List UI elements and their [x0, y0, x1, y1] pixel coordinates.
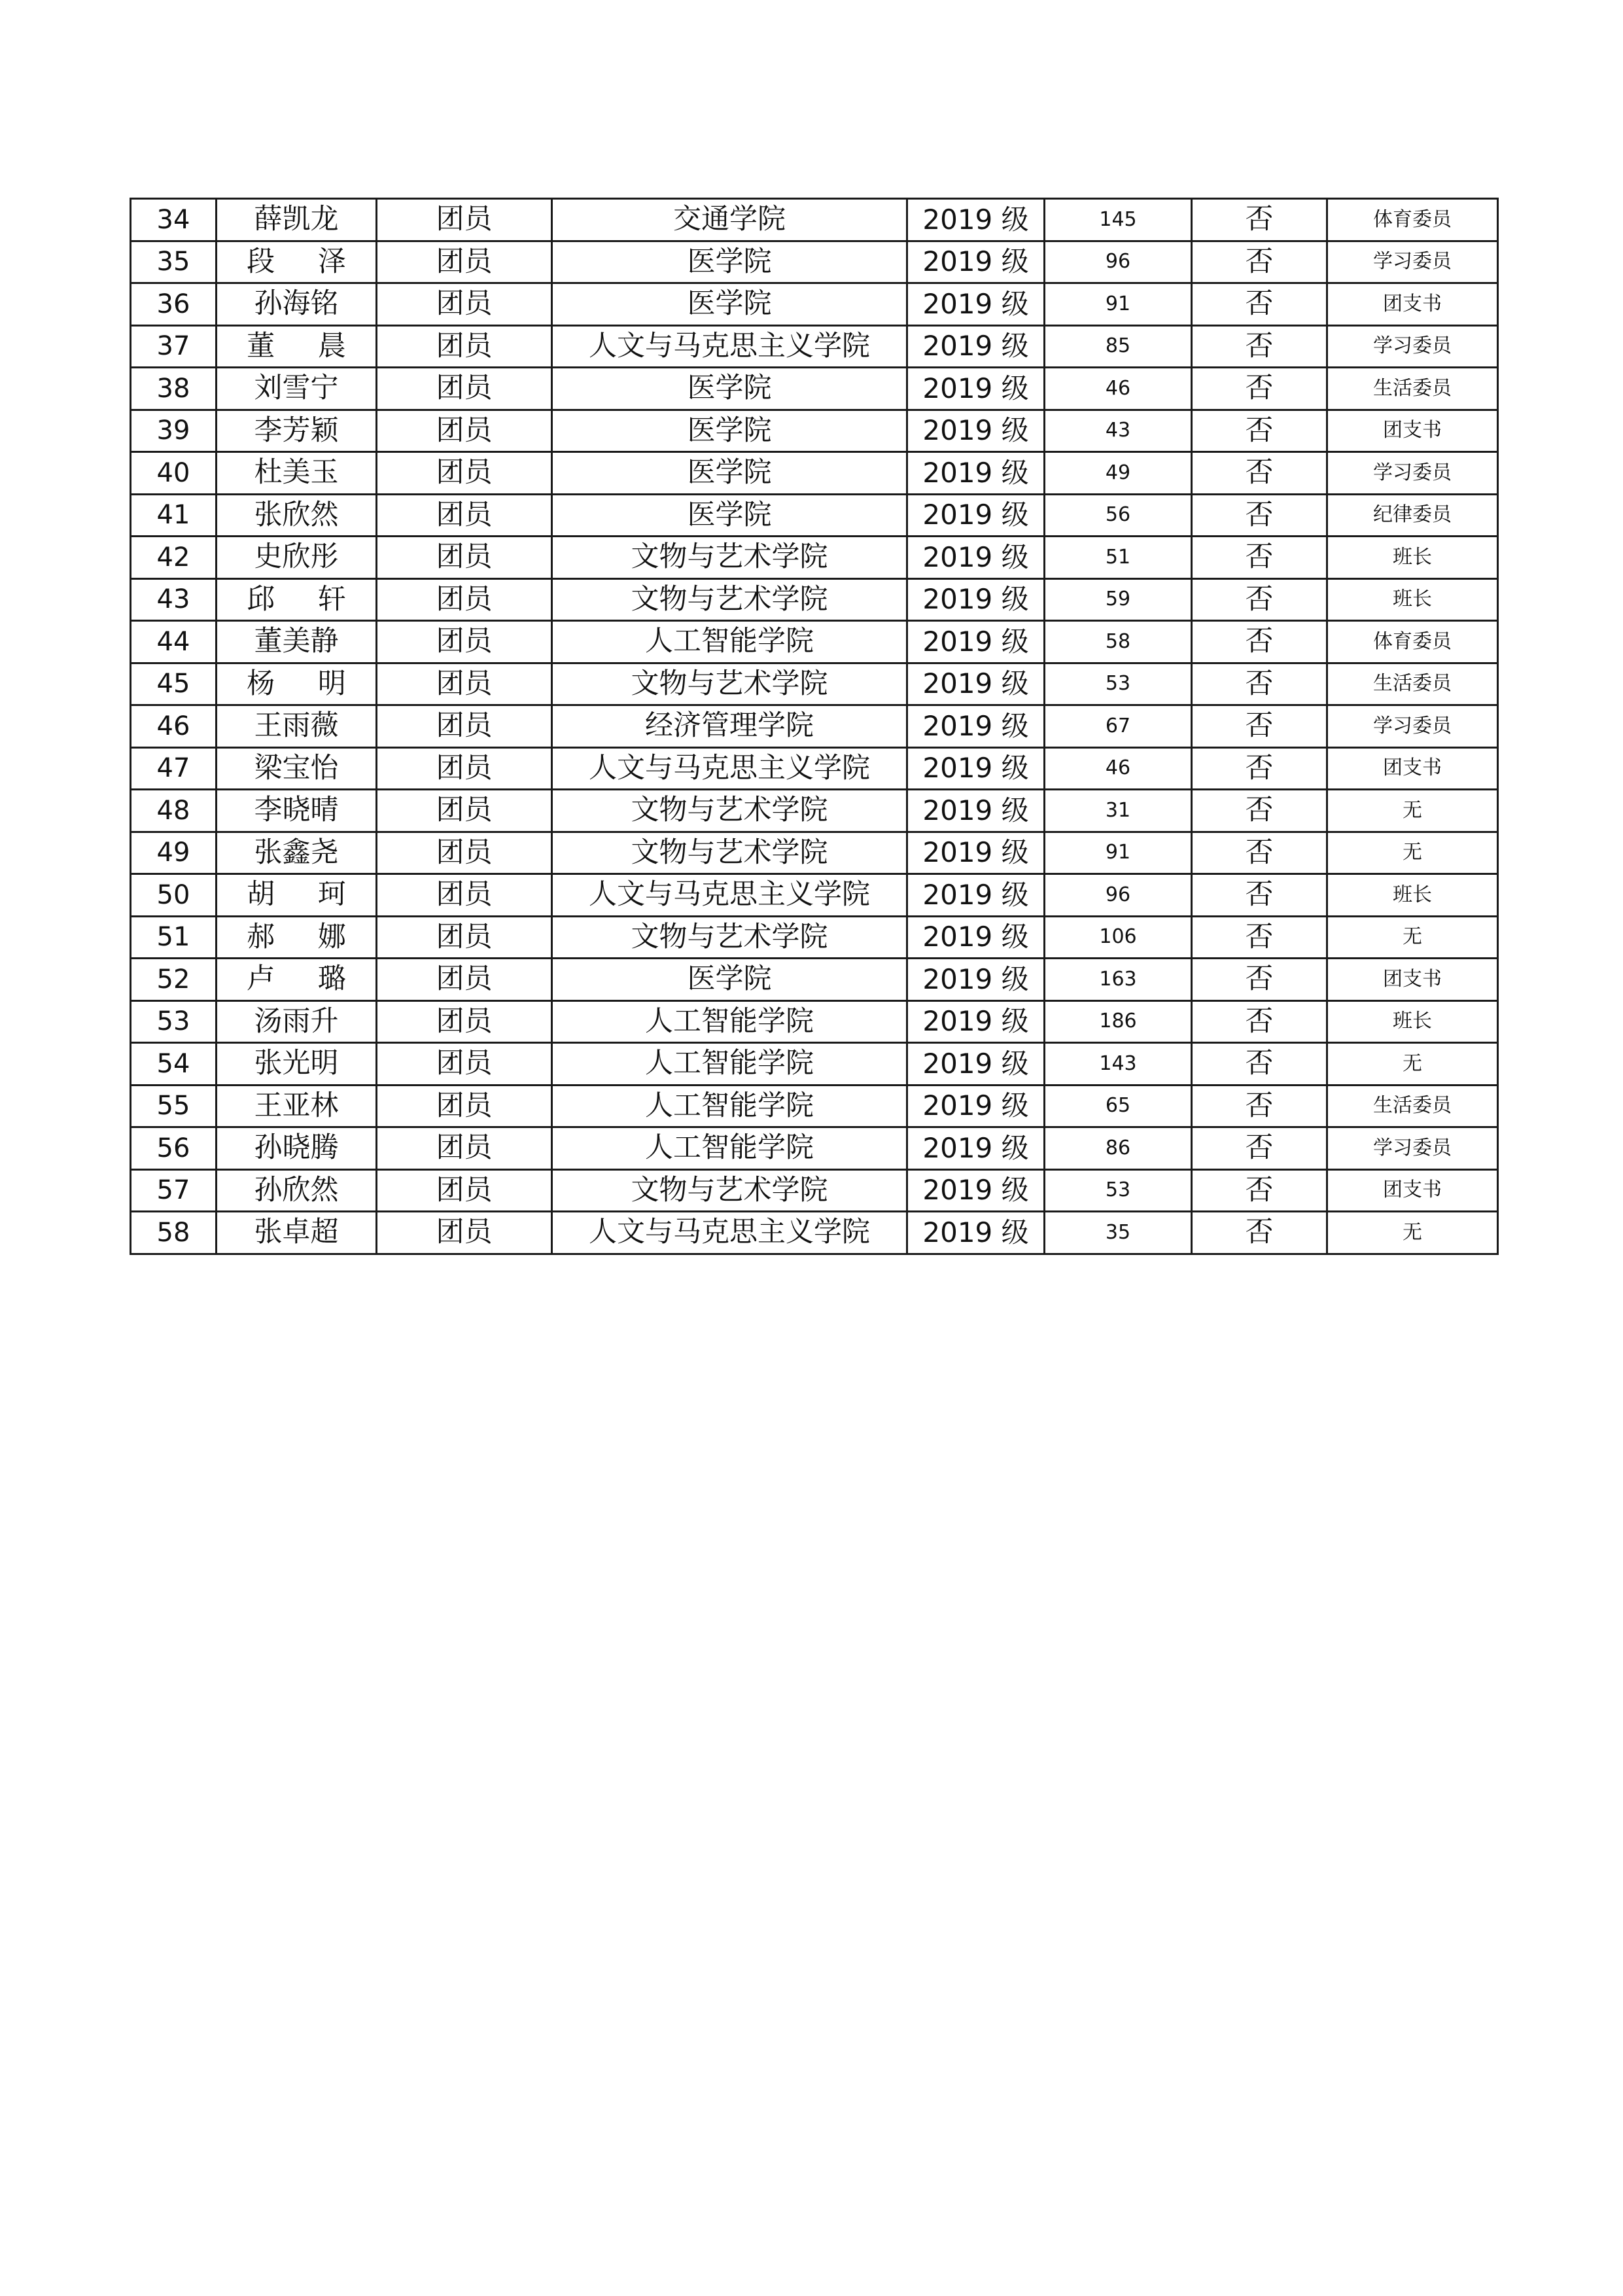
name-cell: 段 泽	[217, 241, 377, 283]
college-cell: 医学院	[552, 410, 907, 452]
college-cell: 人工智能学院	[552, 1000, 907, 1043]
row-number-cell: 39	[131, 410, 217, 452]
name-cell: 孙欣然	[217, 1169, 377, 1212]
grade-year-cell: 2019 级	[907, 959, 1045, 1001]
name-cell: 董 晨	[217, 325, 377, 368]
table-row	[131, 1043, 1498, 1086]
number-cell: 59	[1045, 578, 1192, 621]
table-row	[131, 790, 1498, 832]
class-role-cell: 团支书	[1327, 747, 1498, 790]
political-status-cell: 团员	[377, 663, 552, 705]
class-role-cell: 体育委员	[1327, 199, 1498, 241]
row-number-cell: 42	[131, 537, 217, 579]
grade-year-cell: 2019 级	[907, 578, 1045, 621]
table-row	[131, 325, 1498, 368]
college-cell: 交通学院	[552, 199, 907, 241]
row-number-cell: 57	[131, 1169, 217, 1212]
table-row	[131, 283, 1498, 326]
grade-year-cell: 2019 级	[907, 494, 1045, 537]
number-cell: 163	[1045, 959, 1192, 1001]
yes-no-cell: 否	[1192, 578, 1327, 621]
political-status-cell: 团员	[377, 832, 552, 874]
yes-no-cell: 否	[1192, 1169, 1327, 1212]
yes-no-cell: 否	[1192, 1127, 1327, 1170]
number-cell: 53	[1045, 663, 1192, 705]
row-number-cell: 41	[131, 494, 217, 537]
table-row	[131, 874, 1498, 917]
class-role-cell: 团支书	[1327, 283, 1498, 326]
table-row	[131, 494, 1498, 537]
political-status-cell: 团员	[377, 959, 552, 1001]
class-role-cell: 班长	[1327, 874, 1498, 917]
yes-no-cell: 否	[1192, 241, 1327, 283]
number-cell: 56	[1045, 494, 1192, 537]
name-cell: 王亚林	[217, 1085, 377, 1127]
name-cell: 张欣然	[217, 494, 377, 537]
college-cell: 文物与艺术学院	[552, 578, 907, 621]
political-status-cell: 团员	[377, 494, 552, 537]
class-role-cell: 学习委员	[1327, 325, 1498, 368]
table-row	[131, 1169, 1498, 1212]
number-cell: 143	[1045, 1043, 1192, 1086]
political-status-cell: 团员	[377, 916, 552, 959]
table-row	[131, 663, 1498, 705]
political-status-cell: 团员	[377, 1127, 552, 1170]
political-status-cell: 团员	[377, 368, 552, 410]
class-role-cell: 无	[1327, 916, 1498, 959]
political-status-cell: 团员	[377, 410, 552, 452]
roster-body	[131, 199, 1498, 1254]
yes-no-cell: 否	[1192, 1212, 1327, 1254]
table-row	[131, 537, 1498, 579]
yes-no-cell: 否	[1192, 832, 1327, 874]
number-cell: 65	[1045, 1085, 1192, 1127]
yes-no-cell: 否	[1192, 663, 1327, 705]
class-role-cell: 学习委员	[1327, 241, 1498, 283]
row-number-cell: 38	[131, 368, 217, 410]
row-number-cell: 55	[131, 1085, 217, 1127]
grade-year-cell: 2019 级	[907, 325, 1045, 368]
row-number-cell: 48	[131, 790, 217, 832]
class-role-cell: 无	[1327, 1212, 1498, 1254]
political-status-cell: 团员	[377, 199, 552, 241]
table-row	[131, 747, 1498, 790]
row-number-cell: 50	[131, 874, 217, 917]
college-cell: 文物与艺术学院	[552, 916, 907, 959]
name-cell: 刘雪宁	[217, 368, 377, 410]
yes-no-cell: 否	[1192, 1043, 1327, 1086]
grade-year-cell: 2019 级	[907, 1085, 1045, 1127]
number-cell: 58	[1045, 621, 1192, 663]
yes-no-cell: 否	[1192, 959, 1327, 1001]
name-cell: 李芳颖	[217, 410, 377, 452]
table-row	[131, 368, 1498, 410]
row-number-cell: 52	[131, 959, 217, 1001]
table-row	[131, 1212, 1498, 1254]
table-row	[131, 705, 1498, 748]
college-cell: 人文与马克思主义学院	[552, 874, 907, 917]
political-status-cell: 团员	[377, 537, 552, 579]
college-cell: 医学院	[552, 283, 907, 326]
college-cell: 医学院	[552, 368, 907, 410]
yes-no-cell: 否	[1192, 747, 1327, 790]
grade-year-cell: 2019 级	[907, 790, 1045, 832]
yes-no-cell: 否	[1192, 410, 1327, 452]
college-cell: 医学院	[552, 452, 907, 495]
name-cell: 梁宝怡	[217, 747, 377, 790]
class-role-cell: 无	[1327, 790, 1498, 832]
number-cell: 35	[1045, 1212, 1192, 1254]
class-role-cell: 班长	[1327, 1000, 1498, 1043]
class-role-cell: 学习委员	[1327, 705, 1498, 748]
row-number-cell: 37	[131, 325, 217, 368]
political-status-cell: 团员	[377, 452, 552, 495]
grade-year-cell: 2019 级	[907, 1127, 1045, 1170]
yes-no-cell: 否	[1192, 199, 1327, 241]
college-cell: 医学院	[552, 494, 907, 537]
class-role-cell: 生活委员	[1327, 1085, 1498, 1127]
table-row	[131, 1085, 1498, 1127]
row-number-cell: 53	[131, 1000, 217, 1043]
grade-year-cell: 2019 级	[907, 199, 1045, 241]
political-status-cell: 团员	[377, 621, 552, 663]
table-row	[131, 621, 1498, 663]
number-cell: 46	[1045, 368, 1192, 410]
grade-year-cell: 2019 级	[907, 621, 1045, 663]
grade-year-cell: 2019 级	[907, 368, 1045, 410]
class-role-cell: 团支书	[1327, 410, 1498, 452]
row-number-cell: 40	[131, 452, 217, 495]
number-cell: 106	[1045, 916, 1192, 959]
member-roster-table	[130, 198, 1499, 1255]
table-row	[131, 1000, 1498, 1043]
number-cell: 85	[1045, 325, 1192, 368]
class-role-cell: 班长	[1327, 578, 1498, 621]
political-status-cell: 团员	[377, 578, 552, 621]
political-status-cell: 团员	[377, 241, 552, 283]
college-cell: 文物与艺术学院	[552, 790, 907, 832]
name-cell: 孙海铭	[217, 283, 377, 326]
college-cell: 人文与马克思主义学院	[552, 325, 907, 368]
name-cell: 史欣彤	[217, 537, 377, 579]
row-number-cell: 49	[131, 832, 217, 874]
number-cell: 43	[1045, 410, 1192, 452]
row-number-cell: 54	[131, 1043, 217, 1086]
yes-no-cell: 否	[1192, 705, 1327, 748]
class-role-cell: 学习委员	[1327, 1127, 1498, 1170]
yes-no-cell: 否	[1192, 368, 1327, 410]
number-cell: 67	[1045, 705, 1192, 748]
college-cell: 文物与艺术学院	[552, 663, 907, 705]
college-cell: 人文与马克思主义学院	[552, 747, 907, 790]
table-row	[131, 1127, 1498, 1170]
name-cell: 薛凯龙	[217, 199, 377, 241]
name-cell: 汤雨升	[217, 1000, 377, 1043]
number-cell: 49	[1045, 452, 1192, 495]
class-role-cell: 生活委员	[1327, 368, 1498, 410]
class-role-cell: 生活委员	[1327, 663, 1498, 705]
class-role-cell: 班长	[1327, 537, 1498, 579]
name-cell: 董美静	[217, 621, 377, 663]
political-status-cell: 团员	[377, 1043, 552, 1086]
row-number-cell: 45	[131, 663, 217, 705]
college-cell: 人工智能学院	[552, 1127, 907, 1170]
college-cell: 医学院	[552, 959, 907, 1001]
number-cell: 46	[1045, 747, 1192, 790]
name-cell: 胡 珂	[217, 874, 377, 917]
grade-year-cell: 2019 级	[907, 537, 1045, 579]
college-cell: 人工智能学院	[552, 1043, 907, 1086]
name-cell: 孙晓腾	[217, 1127, 377, 1170]
table-row	[131, 578, 1498, 621]
yes-no-cell: 否	[1192, 494, 1327, 537]
grade-year-cell: 2019 级	[907, 410, 1045, 452]
political-status-cell: 团员	[377, 283, 552, 326]
yes-no-cell: 否	[1192, 283, 1327, 326]
row-number-cell: 47	[131, 747, 217, 790]
grade-year-cell: 2019 级	[907, 705, 1045, 748]
row-number-cell: 34	[131, 199, 217, 241]
number-cell: 51	[1045, 537, 1192, 579]
political-status-cell: 团员	[377, 705, 552, 748]
grade-year-cell: 2019 级	[907, 916, 1045, 959]
yes-no-cell: 否	[1192, 1085, 1327, 1127]
number-cell: 31	[1045, 790, 1192, 832]
political-status-cell: 团员	[377, 1085, 552, 1127]
grade-year-cell: 2019 级	[907, 1043, 1045, 1086]
row-number-cell: 35	[131, 241, 217, 283]
political-status-cell: 团员	[377, 1212, 552, 1254]
political-status-cell: 团员	[377, 1169, 552, 1212]
row-number-cell: 43	[131, 578, 217, 621]
number-cell: 53	[1045, 1169, 1192, 1212]
yes-no-cell: 否	[1192, 790, 1327, 832]
name-cell: 李晓晴	[217, 790, 377, 832]
yes-no-cell: 否	[1192, 325, 1327, 368]
number-cell: 91	[1045, 832, 1192, 874]
table-row	[131, 916, 1498, 959]
name-cell: 杨 明	[217, 663, 377, 705]
political-status-cell: 团员	[377, 325, 552, 368]
number-cell: 186	[1045, 1000, 1192, 1043]
name-cell: 杜美玉	[217, 452, 377, 495]
college-cell: 文物与艺术学院	[552, 832, 907, 874]
number-cell: 86	[1045, 1127, 1192, 1170]
college-cell: 经济管理学院	[552, 705, 907, 748]
name-cell: 邱 轩	[217, 578, 377, 621]
row-number-cell: 56	[131, 1127, 217, 1170]
grade-year-cell: 2019 级	[907, 241, 1045, 283]
class-role-cell: 无	[1327, 1043, 1498, 1086]
name-cell: 王雨薇	[217, 705, 377, 748]
class-role-cell: 团支书	[1327, 1169, 1498, 1212]
name-cell: 卢 璐	[217, 959, 377, 1001]
yes-no-cell: 否	[1192, 621, 1327, 663]
class-role-cell: 纪律委员	[1327, 494, 1498, 537]
name-cell: 张卓超	[217, 1212, 377, 1254]
political-status-cell: 团员	[377, 1000, 552, 1043]
class-role-cell: 学习委员	[1327, 452, 1498, 495]
number-cell: 145	[1045, 199, 1192, 241]
table-row	[131, 199, 1498, 241]
grade-year-cell: 2019 级	[907, 452, 1045, 495]
table-row	[131, 959, 1498, 1001]
college-cell: 文物与艺术学院	[552, 537, 907, 579]
class-role-cell: 无	[1327, 832, 1498, 874]
political-status-cell: 团员	[377, 874, 552, 917]
grade-year-cell: 2019 级	[907, 1000, 1045, 1043]
table-row	[131, 832, 1498, 874]
college-cell: 医学院	[552, 241, 907, 283]
yes-no-cell: 否	[1192, 452, 1327, 495]
number-cell: 96	[1045, 874, 1192, 917]
college-cell: 文物与艺术学院	[552, 1169, 907, 1212]
grade-year-cell: 2019 级	[907, 874, 1045, 917]
number-cell: 96	[1045, 241, 1192, 283]
grade-year-cell: 2019 级	[907, 1212, 1045, 1254]
grade-year-cell: 2019 级	[907, 832, 1045, 874]
table-row	[131, 410, 1498, 452]
class-role-cell: 团支书	[1327, 959, 1498, 1001]
row-number-cell: 44	[131, 621, 217, 663]
number-cell: 91	[1045, 283, 1192, 326]
college-cell: 人工智能学院	[552, 1085, 907, 1127]
row-number-cell: 51	[131, 916, 217, 959]
grade-year-cell: 2019 级	[907, 1169, 1045, 1212]
grade-year-cell: 2019 级	[907, 747, 1045, 790]
college-cell: 人工智能学院	[552, 621, 907, 663]
grade-year-cell: 2019 级	[907, 663, 1045, 705]
row-number-cell: 46	[131, 705, 217, 748]
yes-no-cell: 否	[1192, 916, 1327, 959]
table-row	[131, 452, 1498, 495]
name-cell: 郝 娜	[217, 916, 377, 959]
political-status-cell: 团员	[377, 790, 552, 832]
yes-no-cell: 否	[1192, 874, 1327, 917]
yes-no-cell: 否	[1192, 537, 1327, 579]
yes-no-cell: 否	[1192, 1000, 1327, 1043]
grade-year-cell: 2019 级	[907, 283, 1045, 326]
class-role-cell: 体育委员	[1327, 621, 1498, 663]
name-cell: 张光明	[217, 1043, 377, 1086]
row-number-cell: 36	[131, 283, 217, 326]
college-cell: 人文与马克思主义学院	[552, 1212, 907, 1254]
table-row	[131, 241, 1498, 283]
political-status-cell: 团员	[377, 747, 552, 790]
row-number-cell: 58	[131, 1212, 217, 1254]
name-cell: 张鑫尧	[217, 832, 377, 874]
